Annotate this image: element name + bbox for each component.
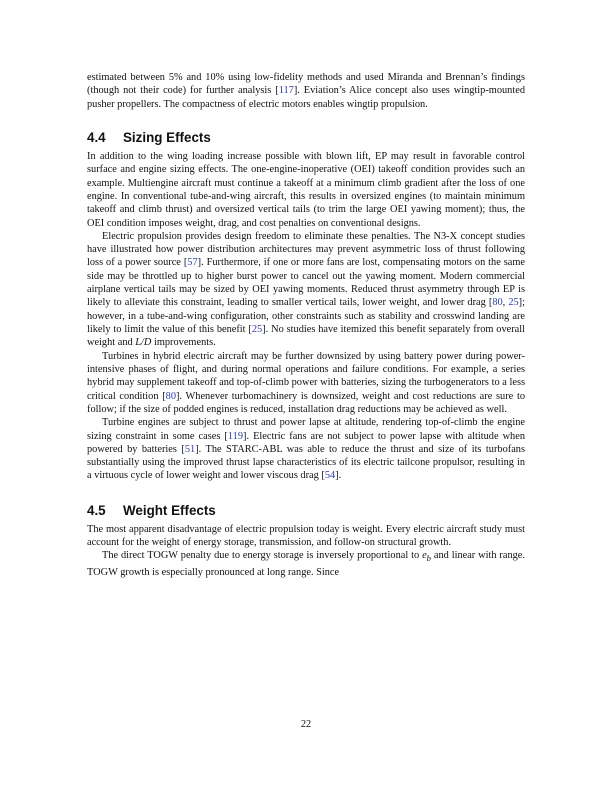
math-battery-specific-energy: [422, 550, 431, 564]
section-title: Weight Effects: [123, 502, 216, 518]
weight-paragraph-1: [87, 523, 525, 550]
citation-link[interactable]: 25: [251, 324, 263, 335]
citation-link[interactable]: 117: [278, 85, 294, 97]
text-run: improvements.: [151, 337, 216, 349]
text-run: ]; however, in a tube-and-wing configuration, other constraints such as stability and crosswind landing are likely to limit the value of this benefit [: [87, 297, 525, 335]
weight-paragraph-2: [87, 549, 525, 579]
text-run: ].: [335, 470, 342, 482]
text-run: Electric propulsion provides design freedom to eliminate these penalties. The N3-X concept studies have illustrated how power distribution architectures may prevent asymmetric loss of thrust following loss of a power source [: [87, 230, 525, 269]
sizing-paragraph-3: [87, 350, 525, 417]
text-run: ]. Furthermore, if one or more fans are lost, compensating motors on the same side may be throttled up to higher burst power to cancel out the yawing moment. Modern commercial airplane vertical tails may be sized by OEI yawing moments. Reduced thrust asymmetry through EP is likely to alleviate this constraint, leading to smaller vertical tails, lower weight, and lower drag [: [87, 257, 525, 309]
text-run: ,: [502, 297, 509, 309]
text-run: estimated between 5% and 10% using low-fidelity methods and used Miranda and Brennan’s findings (though not their code) for further analysis [: [87, 72, 525, 97]
citation-link[interactable]: 80: [492, 297, 503, 309]
section-heading-weight-effects: [87, 503, 525, 519]
page-number: 22: [300, 719, 312, 730]
math-subscript: b: [426, 553, 431, 564]
text-run: In addition to the wing loading increase possible with blown lift, EP may result in favorable control surface and engine sizing effects. The one-engine-inoperative (OEI) takeoff condition provides such an example. Multiengine aircraft must continue a takeoff at a minimum climb gradient after the loss of one engine. In conventional tube-and-wing aircraft, this results in oversized engines (to maintain minimum takeoff and climb thrust) and oversized vertical tails (to trim the large OEI yawing moment); thus, the OEI condition imposes weight, drag, and cost penalties on conventional designs.: [87, 150, 525, 229]
citation-link[interactable]: 54: [324, 470, 336, 482]
citation-link[interactable]: 80: [165, 390, 176, 402]
text-run: ]. Whenever turbomachinery is downsized, weight and cost reductions are sure to follow; if the size of podded engines is reduced, installation drag reductions may be achieved as well.: [87, 390, 525, 415]
sizing-paragraph-1: [87, 150, 525, 230]
text-run: ]. The STARC-ABL was able to reduce the thrust and size of its turbofans substantially using the improved thrust lapse characteristics of its electric tailcone propulsor, resulting in a virtuous cycle of lower weight and lower viscous drag [: [87, 443, 525, 482]
citation-link[interactable]: 119: [227, 430, 243, 442]
sizing-paragraph-2: [87, 230, 525, 350]
citation-link[interactable]: 57: [187, 257, 198, 269]
text-run: The direct TOGW penalty due to energy storage is inversely proportional to: [102, 550, 423, 562]
text-run: The most apparent disadvantage of electric propulsion today is weight. Every electric aircraft study must account for the weight of energy storage, transmission, and follow-on structural growth.: [87, 523, 525, 549]
citation-link[interactable]: 25: [508, 297, 519, 309]
text-run: ]. No studies have itemized this benefit separately from overall weight and: [87, 324, 526, 349]
section-number: 4.4: [87, 129, 106, 145]
section-heading-sizing-effects: [87, 130, 525, 146]
intro-paragraph: [87, 71, 525, 111]
text-run: and linear with range. TOGW growth is especially pronounced at long range. Since: [87, 550, 525, 578]
text-run: Turbine engines are subject to thrust and power lapse at altitude, rendering top-of-climb the engine sizing constraint in some cases [: [87, 417, 525, 442]
math-symbol: e: [422, 550, 427, 562]
section-number: 4.5: [87, 502, 106, 518]
citation-link[interactable]: 51: [184, 443, 196, 455]
math-lift-to-drag: L/D: [135, 337, 152, 349]
text-run: ]. Eviation’s Alice concept also uses wingtip-mounted pusher propellers. The compactness of electric motors enables wingtip propulsion.: [87, 85, 525, 110]
text-run: Turbines in hybrid electric aircraft may be further downsized by using battery power during power-intensive phases of flight, and during normal operations and failure conditions. For example, a series hybrid may supplement takeoff and top-of-climb power with batteries, sizing the turbogenerators to a less critical condition [: [87, 350, 525, 402]
body-text: [87, 71, 525, 579]
sizing-paragraph-4: [87, 416, 525, 483]
section-title: Sizing Effects: [123, 129, 211, 145]
text-run: ]. Electric fans are not subject to power lapse with altitude when powered by batteries [: [87, 430, 525, 455]
